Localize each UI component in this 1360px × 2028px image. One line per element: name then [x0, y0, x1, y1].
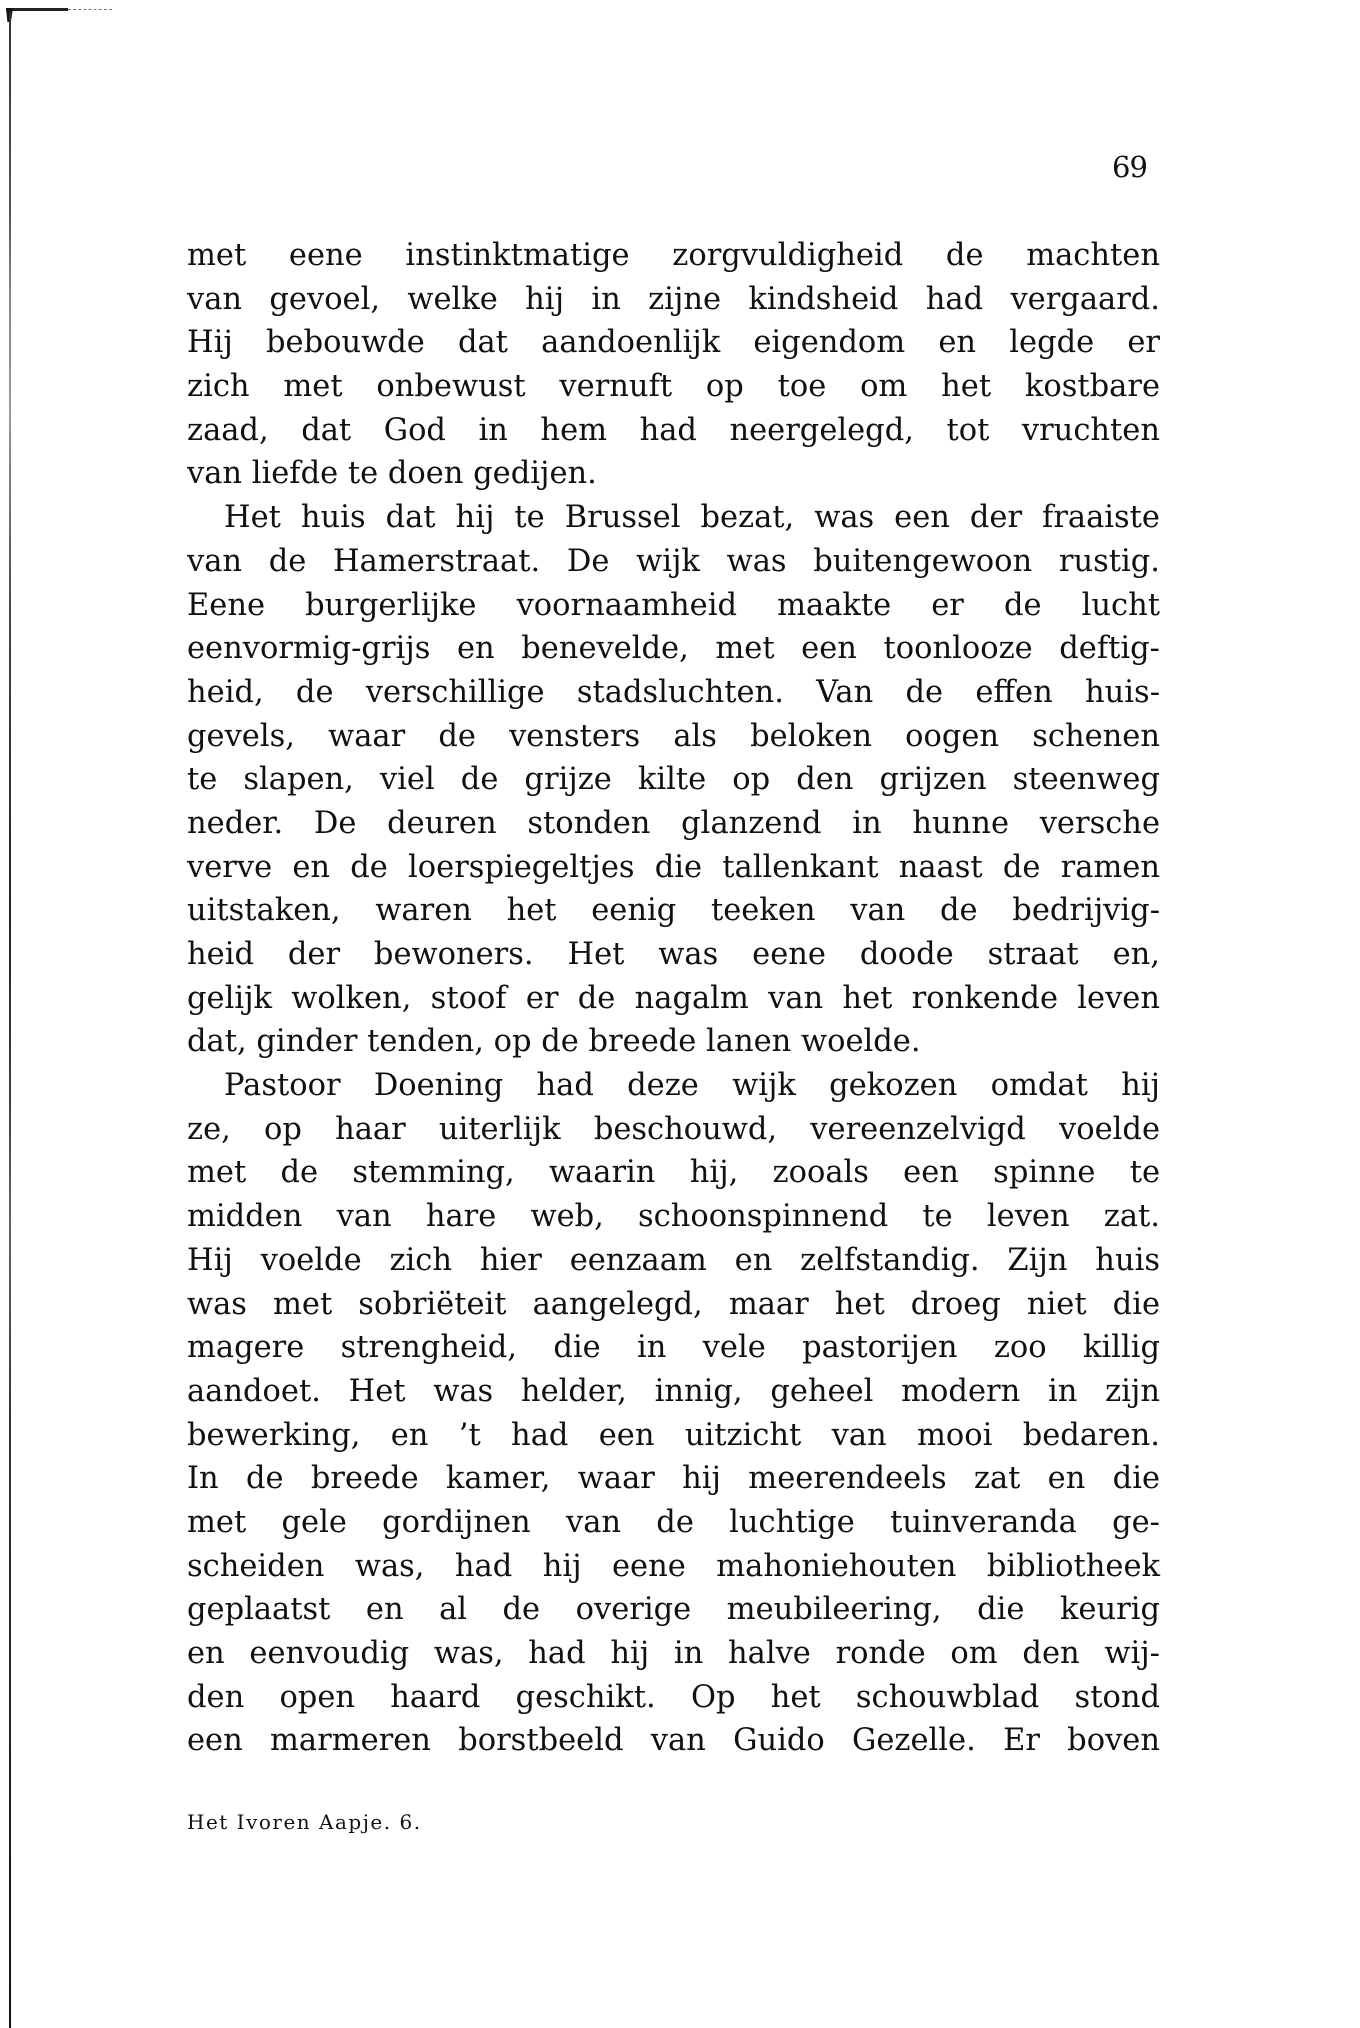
paragraph	[187, 1064, 1160, 1763]
paragraph	[187, 234, 1160, 496]
text-line: Hij bebouwde dat aandoenlijk eigendom en legde er	[187, 325, 1160, 361]
text-line: Het huis dat hij te Brussel bezat, was een der fraaiste	[224, 500, 1160, 536]
text-line: Hij voelde zich hier eenzaam en zelfstandig. Zijn huis	[187, 1242, 1160, 1278]
text-line: uitstaken, waren het eenig teeken van de bedrijvig-	[187, 893, 1160, 929]
text-line: en eenvoudig was, had hij in halve ronde om den wij-	[187, 1636, 1160, 1671]
text-line: met eene instinktmatige zorgvuldigheid de machten	[187, 238, 1160, 273]
text-line: heid der bewoners. Het was eene doode straat en,	[187, 937, 1160, 972]
text-line: scheiden was, had hij eene mahoniehouten bibliotheek	[187, 1548, 1160, 1584]
text-line: bewerking, en ’t had een uitzicht van mooi bedaren.	[187, 1417, 1160, 1453]
text-line: den open haard geschikt. Op het schouwblad stond	[187, 1679, 1160, 1715]
text-line: Eene burgerlijke voornaamheid maakte er de lucht	[187, 587, 1160, 623]
page-number: 69	[1112, 150, 1147, 184]
text-line: te slapen, viel de grijze kilte op den grijzen steenweg	[187, 762, 1160, 798]
text-line: was met sobriëteit aangelegd, maar het droeg niet die	[187, 1286, 1160, 1322]
text-line: dat, ginder tenden, op de breede lanen woelde.	[187, 1024, 921, 1060]
footer-signature: Het Ivoren Aapje. 6.	[187, 1810, 422, 1834]
text-line: Pastoor Doening had deze wijk gekozen omdat hij	[224, 1068, 1160, 1104]
scan-edge-left	[9, 12, 11, 2028]
text-line: heid, de verschillige stadsluchten. Van de effen huis-	[187, 674, 1160, 710]
body-text	[187, 234, 1160, 1763]
text-line: neder. De deuren stonden glanzend in hunne versche	[187, 805, 1160, 841]
text-line: geplaatst en al de overige meubileering, die keurig	[187, 1592, 1160, 1628]
text-line: van liefde te doen gedijen.	[187, 456, 597, 492]
scan-edge-top-dash	[68, 9, 112, 11]
text-line: ze, op haar uiterlijk beschouwd, vereenzelvigd voelde	[187, 1111, 1160, 1147]
text-line: gelijk wolken, stoof er de nagalm van het ronkende leven	[187, 980, 1160, 1016]
text-line: van de Hamerstraat. De wijk was buitengewoon rustig.	[187, 543, 1160, 579]
text-line: In de breede kamer, waar hij meerendeels zat en die	[187, 1461, 1160, 1497]
text-line: een marmeren borstbeeld van Guido Gezelle. Er boven	[187, 1723, 1160, 1759]
paragraph	[187, 496, 1160, 1064]
text-line: van gevoel, welke hij in zijne kindsheid had vergaard.	[187, 281, 1160, 317]
text-line: eenvormig-grijs en benevelde, met een toonlooze deftig-	[187, 631, 1160, 667]
text-line: magere strengheid, die in vele pastorijen zoo killig	[187, 1330, 1160, 1366]
text-line: verve en de loerspiegeltjes die tallenkant naast de ramen	[187, 849, 1160, 885]
text-line: aandoet. Het was helder, innig, geheel modern in zijn	[187, 1373, 1160, 1409]
text-line: midden van hare web, schoonspinnend te leven zat.	[187, 1199, 1160, 1235]
scan-edge-top	[6, 8, 68, 11]
text-line: gevels, waar de vensters als beloken oogen schenen	[187, 718, 1160, 754]
text-line: zich met onbewust vernuft op toe om het kostbare	[187, 369, 1160, 405]
text-line: met gele gordijnen van de luchtige tuinveranda ge-	[187, 1504, 1160, 1540]
text-line: met de stemming, waarin hij, zooals een spinne te	[187, 1155, 1160, 1191]
text-line: zaad, dat God in hem had neergelegd, tot vruchten	[187, 412, 1160, 448]
